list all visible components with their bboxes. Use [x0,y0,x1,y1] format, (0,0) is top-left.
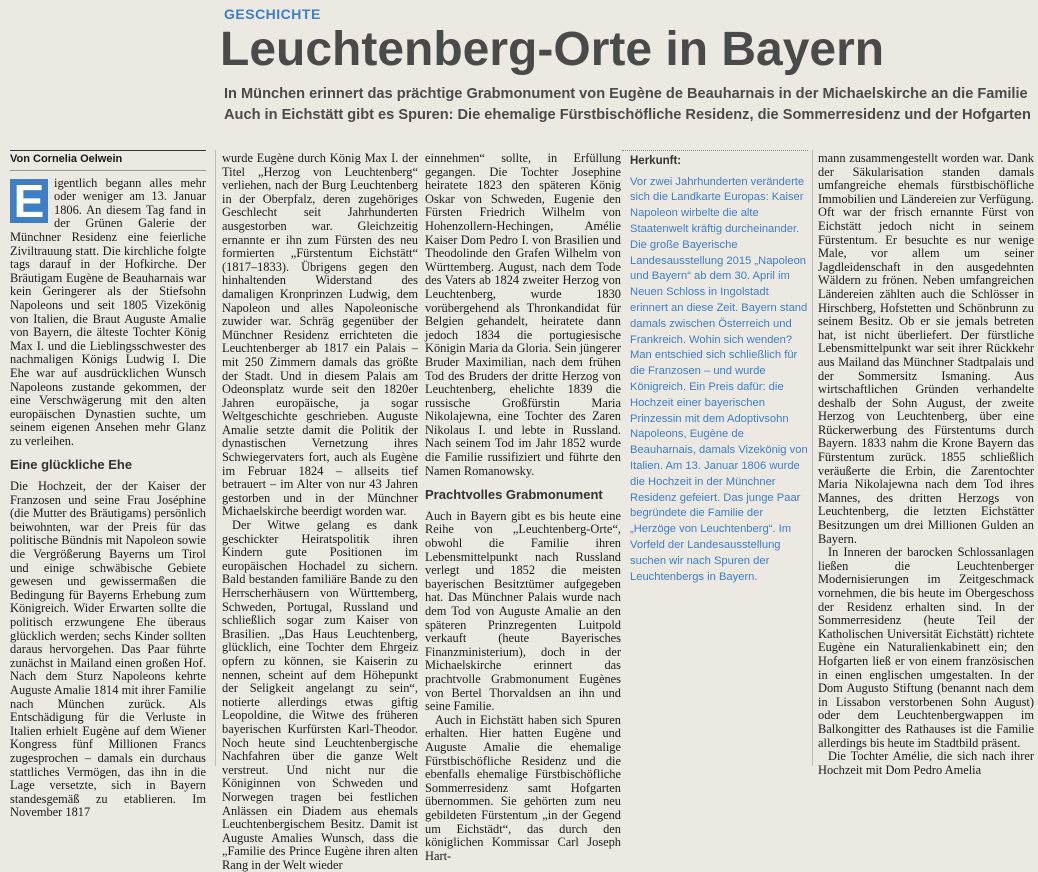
paragraph: einnehmen“ sollte, in Erfüllung gegangen. Die Tochter Josephine heiratete 1823 den späteren König Oskar von Schweden, Eugenie den Fürsten Friedrich Wilhelm von Hohenzollern-Hechingen, Amélie Kaiser Dom Pedro I. von Brasilien und Theodolinde den Grafen Wilhelm von Württemberg. August, nach dem Tode des Vaters ab 1824 zweiter Herzog von Leuchtenberg, wurde 1830 vorübergehend als Thronkandidat für Belgien gehandelt, heiratete dann jedoch 1834 die portugiesische Königin Maria da Gloria. Sein jüngerer Bruder Maximilian, nach dem frühen Tod des Bruders der dritte Herzog von Leuchtenberg, ehelichte 1839 die russische Großfürstin Maria Nikolajewna, eine Tochter des Zaren Nikolaus I. und lebte in Russland. Nach seinem Tod im Jahr 1852 wurde die Familie russifiziert und führte den Namen Romanowsky. [425,151,621,478]
paragraph: igentlich begann alles mehr oder weniger am 13. Januar 1806. An diesem Tag fand in der Grünen Galerie der Münchner Residenz eine feierliche Ziviltrauung statt. Die kirchliche folgte tags darauf in der Hofkirche. Der Bräutigam Eugène de Beauharnais war kein Geringerer als der Stiefsohn Napoleons und seit 1805 Vizekönig von Italien, die Braut Auguste Amalie von Bayern, die älteste Tochter König Max I. und die Lieblingsschwester des nachmaligen Königs Ludwig I. Die Ehe war auf ausdrücklichen Wunsch Napoleons zustande gekommen, der eine Verschwägerung mit den alten europäischen Dynastien suchte, um seinem eigenen Ansehen mehr Glanz zu verleihen. [10,175,206,448]
paragraph: Die Hochzeit, der der Kaiser der Franzosen und seine Frau Joséphine (die Mutter des Bräutigams) persönlich beiwohnten, war der Preis für das politische Bündnis mit Napoleon sowie die Vergrößerung Bayerns um Tirol und einige schwäbische Gebiete gewesen und gewissermaßen die Bedingung für Bayerns Erhebung zum Königreich. Wider Erwarten sollte die politisch erzwungene Ehe überaus glücklich werden; sechs Kinder sollten daraus hervorgehen. Das Paar führte zunächst in Mailand einen großen Hof. Nach dem Sturz Napoleons kehrte Auguste Amalie 1814 mit ihrer Familie nach München zurück. Als Entschädigung für die Verluste in Italien erhielt Eugène auf dem Wiener Kongress fünf Millionen Francs zugesprochen – damals ein durchaus stattliches Vermögen, das ihn in die Lage versetzte, sich in Bayern standesgemäß zu etablieren. Im November 1817 [10,479,206,820]
lead-line-2: Auch in Eichstätt gibt es Spuren: Die ehemalige Fürstbischöfliche Residenz, die Sommerresidenz und der Hofgarten [224,107,1031,123]
paragraph: wurde Eugène durch König Max I. der Titel „Herzog von Leuchtenberg“ verliehen, nach der Burg Leuchtenberg in der Oberpfalz, deren zugehöriges Geschlecht seit Jahrhunderten ausgestorben war. Gleichzeitig ernannte er ihn zum Fürsten des neu formierten „Fürstentum Eichstätt“ (1817–1833). Übrigens gegen den hinhaltenden Widerstand des damaligen Kronprinzen Ludwig, dem Napoleon und alles Napoleonische zuwider war. Schräg gegenüber der Münchner Residenz errichteten die Leuchtenberger ab 1817 ein Palais – mit 250 Zimmern damals das größte der Stadt. Und in diesem Palais am Odeonsplatz wurde seit den 1820er Jahren europäische, ja sogar Weltgeschichte geschrieben. Auguste Amalie setzte damit die Politik der dynastischen Vernetzung ihres Schwiegervaters fort, auch als Eugène im Februar 1824 – allseits tief betrauert – im Alter von nur 43 Jahren gestorben und in der Münchner Michaelskirche beerdigt worden war. [222,151,418,519]
box-top-rule [622,150,808,151]
article-column-5 [818,151,1034,777]
subheading: Prachtvolles Grabmonument [425,487,603,503]
column-rule [812,150,813,766]
author-byline: Von Cornelia Oelwein [10,150,206,171]
article-column-3 [425,151,621,863]
drop-cap: E [10,179,48,223]
info-box [622,150,808,766]
info-box-text: Vor zwei Jahrhunderten veränderte sich die Landkarte Europas: Kaiser Napoleon wirbelte die alte Staatenwelt kräftig durcheinander. Die große Bayerische Landesausstellung 2015 „Napoleon und Bayern“ ab dem 30. April im Neuen Schloss in Ingolstadt erinnert an diese Zeit. Bayern stand damals zwischen Österreich und Frankreich. Wohin sich wenden? Man entschied sich schließlich für die Franzosen – und wurde Königreich. Ein Preis dafür: die Hochzeit einer bayerischen Prinzessin mit dem Adoptivsohn Napoleons, Eugène de Beauharnais, damals Vizekönig von Italien. Am 13. Januar 1806 wurde die Hochzeit in der Münchner Residenz gefeiert. Das junge Paar begründete die Familie der „Herzöge von Leuchtenberg“. Im Vorfeld der Landesausstellung suchen wir nach Spuren der Leuchtenbergs in Bayern. [630,175,808,583]
paragraph: Auch in Bayern gibt es bis heute eine Reihe von „Leuchtenberg-Orte“, obwohl die Familie ihren Lebensmittelpunkt nach Russland verlegt und 1852 die meisten bayerischen Besitztümer aufgegeben hat. Das Münchner Palais wurde nach dem Tod von Auguste Amalie an den späteren Prinzregenten Luitpold verkauft (heute Bayerisches Finanzministerium), doch in der Michaelskirche erinnert das prachtvolle Grabmonument Eugènes von Bertel Thorvaldsen an ihn und seine Familie. [425,508,621,714]
paragraph: mann zusammengestellt worden war. Dank der Säkularisation standen damals umfangreiche ehemals fürstbischöfliche Immobilien und Ländereien zur Verfügung. Oft war der frisch ernannte Fürst von Eichstätt jedoch nicht in seinem Fürstentum. Er besuchte es nur wenige Male, vor allem um seiner Jagdleidenschaft in den ausgedehnten Wäldern zu frönen. Neben umfangreichen Ländereien zählten auch die Schlösser in Hirschberg, Hofstetten und Schönbrunn zu seinem Besitz. Ob er sie jemals betreten hat, ist nicht überliefert. Der fürstliche Lebensmittelpunkt war seit ihrer Rückkehr aus Mailand das Münchner Stadtpalais und der Sommersitz Ismaning. Aus wirtschaftlichen Gründen verhandelte deshalb der Sohn August, der zweite Herzog von Leuchtenberg, über eine Rückerwerbung des Fürstentums durch Bayern. 1833 nahm die Krone Bayern das Fürstentum zurück. 1855 schließlich veräußerte die Erbin, die Zarentochter Maria Nikolajewna nach dem Tod ihres Mannes, des dritten Herzogs von Leuchtenberg, die letzten Eichstätter Besitzungen um drei Millionen Gulden an Bayern. [818,151,1034,546]
article-column-2 [222,151,418,872]
column-rule [215,150,216,766]
paragraph: Der Witwe gelang es dank geschickter Heiratspolitik ihren Kindern gute Positionen im europäischen Hochadel zu sichern. Bald bestanden familiäre Bande zu den Herrscherhäusern von Württemberg, Schweden, Portugal, Russland und schließlich sogar zum Kaiser von Brasilien. „Das Haus Leuchtenberg, glücklich, eine Tochter dem Ehrgeiz opfern zu können, sie Kaiserin zu nennen, scheint auf dem Höhepunkt der Seligkeit angelangt zu sein“, notierte allerdings etwas giftig Leopoldine, die Witwe des früheren bayerischen Kurfürsten Karl-Theodor. Noch heute sind Leuchtenbergische Nachfahren über die ganze Welt verstreut. Und nicht nur die Königinnen von Schweden und Norwegen tragen bei festlichen Anlässen ein Diadem aus ehemals Leuchtenbergischem Besitz. Damit ist Auguste Amalies Wunsch, dass die „Familie des Prince Eugène ihren alten Rang in der Welt wieder [222,518,418,872]
section-kicker: GESCHICHTE [224,6,321,22]
article-column-1 [10,150,206,820]
subheading: Eine glückliche Ehe [10,457,133,473]
lead-line-1: In München erinnert das prächtige Grabmonument von Eugène de Beauharnais in der Michaelskirche an die Familie [224,86,1028,102]
article-headline: Leuchtenberg-Orte in Bayern [220,23,885,76]
paragraph: Die Tochter Amélie, die sich nach ihrer Hochzeit mit Dom Pedro Amelia [818,749,1034,777]
article-lead [224,84,1036,126]
paragraph: In Inneren der barocken Schlossanlagen ließen die Leuchtenberger Modernisierungen im Zeitgeschmack vornehmen, die bis heute im Obergeschoss der Residenz erhalten sind. In der Sommerresidenz (heute Teil der Katholischen Universität Eichstätt) richtete Eugène ein Naturalienkabinett ein; den Hofgarten ließ er von einem französischen in einen englischen umgestalten. In der Dom Augusto Stiftung (benannt nach dem in Lissabon verstorbenen Sohn August) oder dem Leuchtenbergwappen im Balkongitter des Rathauses ist die Familie allerdings bis heute im Stadtbild präsent. [818,545,1034,750]
info-box-label: Herkunft: [630,155,682,167]
paragraph: Auch in Eichstätt haben sich Spuren erhalten. Hier hatten Eugène und Auguste Amalie die ehemalige Fürstbischöfliche Residenz und die ebenfalls ehemalige Fürstbischöfliche Sommerresidenz samt Hofgarten übernommen. Sie gehörten zum neu gebildeten Fürstentum „in der Gegend um Eichstädt“, das durch den königlichen Kommissar Carl Joseph Hart- [425,712,621,863]
